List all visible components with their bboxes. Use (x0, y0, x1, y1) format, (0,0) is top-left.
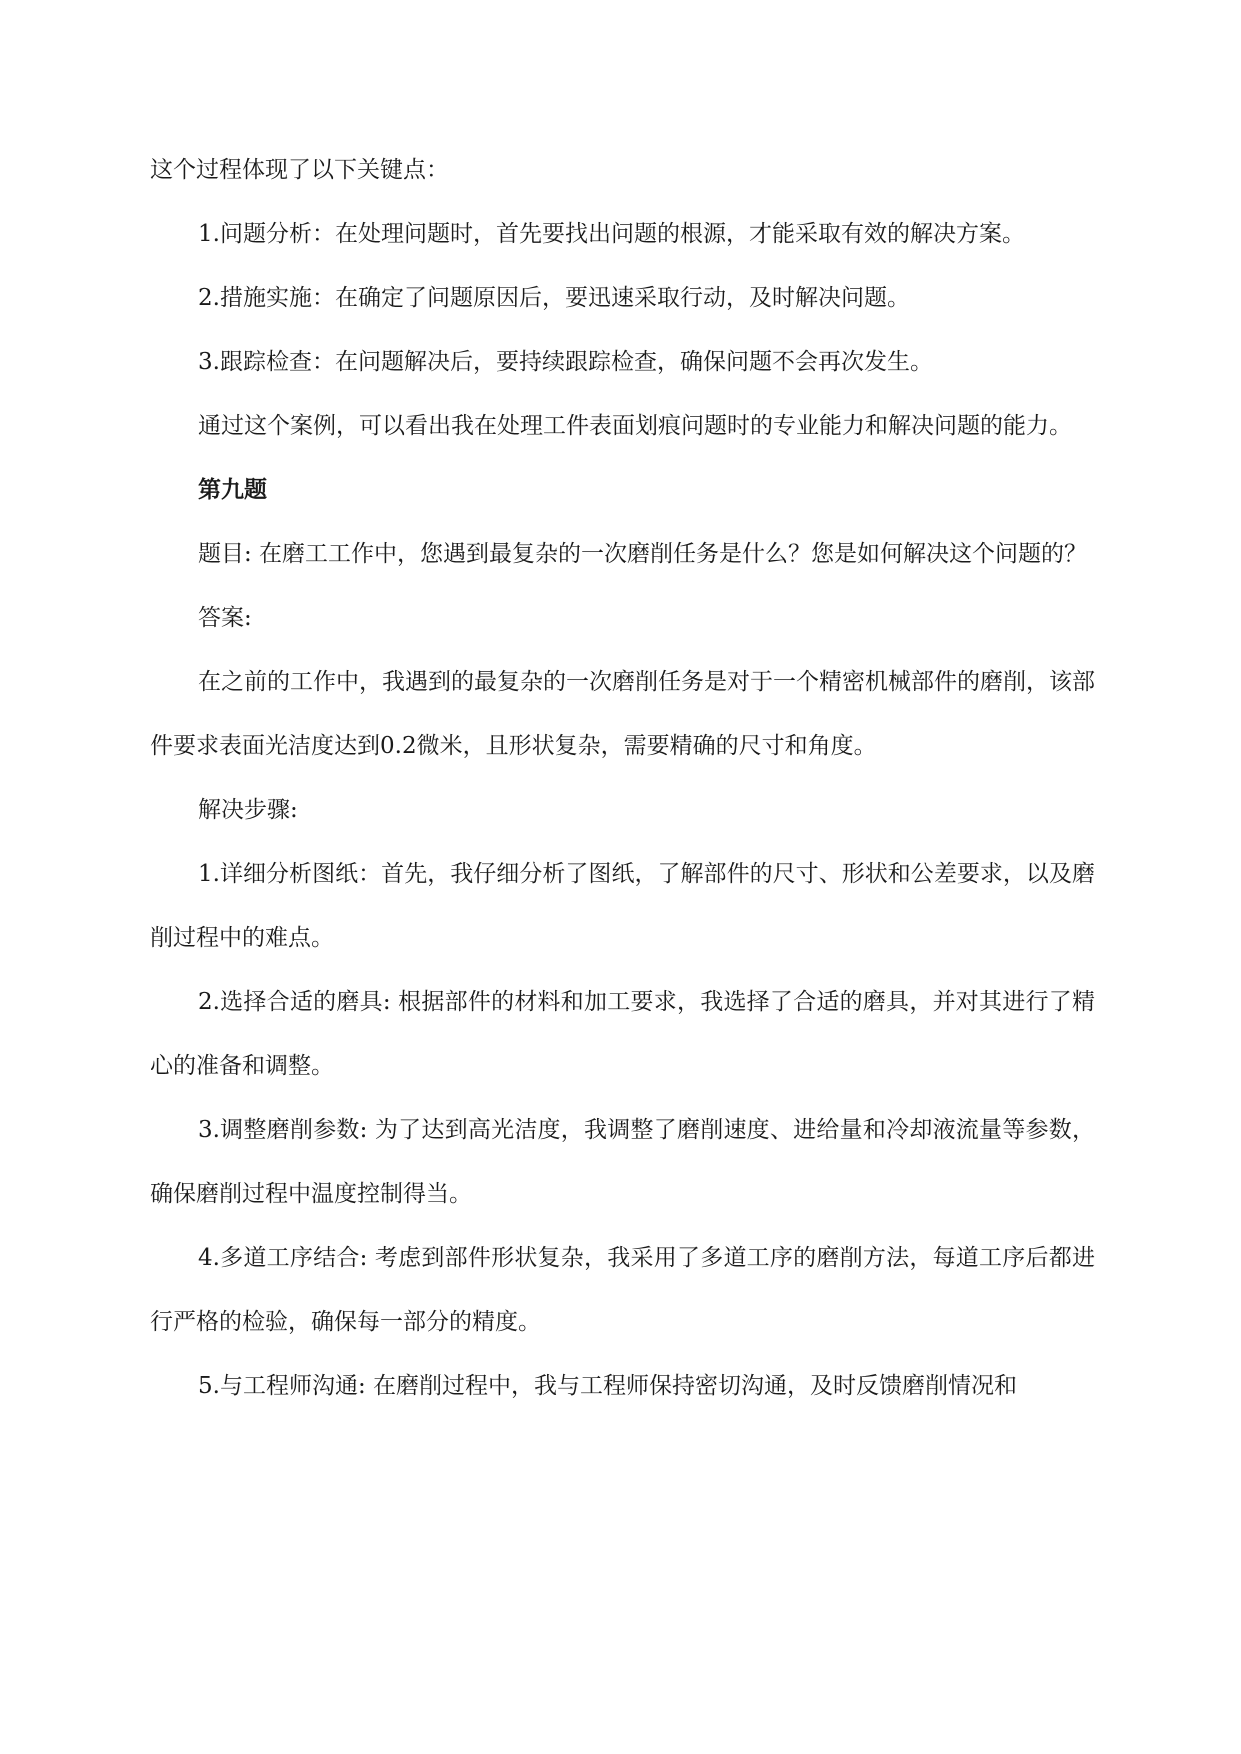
key-point-3: 3.跟踪检查：在问题解决后，要持续跟踪检查，确保问题不会再次发生。 (198, 349, 933, 375)
intro-line: 这个过程体现了以下关键点： (150, 157, 449, 183)
key-point-1: 1.问题分析：在处理问题时，首先要找出问题的根源，才能采取有效的解决方案。 (198, 221, 1025, 247)
step-2: 2.选择合适的磨具: 根据部件的材料和加工要求，我选择了合适的磨具，并对其进行了精心的准备和调整。 (150, 989, 1095, 1079)
step-5: 5.与工程师沟通: 在磨削过程中，我与工程师保持密切沟通，及时反馈磨削情况和 (198, 1373, 1018, 1399)
document-page (150, 138, 1095, 1418)
steps-label: 解决步骤: (198, 797, 298, 823)
answer-intro-paragraph: 在之前的工作中，我遇到的最复杂的一次磨削任务是对于一个精密机械部件的磨削，该部件要求表面光洁度达到0.2微米，且形状复杂，需要精确的尺寸和角度。 (150, 669, 1095, 759)
question-paragraph: 题目: 在磨工工作中，您遇到最复杂的一次磨削任务是什么？您是如何解决这个问题的？ (198, 541, 1088, 567)
step-3: 3.调整磨削参数: 为了达到高光洁度，我调整了磨削速度、进给量和冷却液流量等参数，确保磨削过程中温度控制得当。 (150, 1117, 1095, 1207)
key-point-2: 2.措施实施：在确定了问题原因后，要迅速采取行动，及时解决问题。 (198, 285, 910, 311)
section-title: 第九题 (198, 476, 267, 503)
step-1: 1.详细分析图纸：首先，我仔细分析了图纸，了解部件的尺寸、形状和公差要求，以及磨削过程中的难点。 (150, 861, 1095, 951)
answer-label: 答案: (198, 605, 252, 631)
step-4: 4.多道工序结合: 考虑到部件形状复杂，我采用了多道工序的磨削方法，每道工序后都进行严格的检验，确保每一部分的精度。 (150, 1245, 1095, 1335)
conclusion-paragraph: 通过这个案例，可以看出我在处理工件表面划痕问题时的专业能力和解决问题的能力。 (198, 413, 1072, 439)
